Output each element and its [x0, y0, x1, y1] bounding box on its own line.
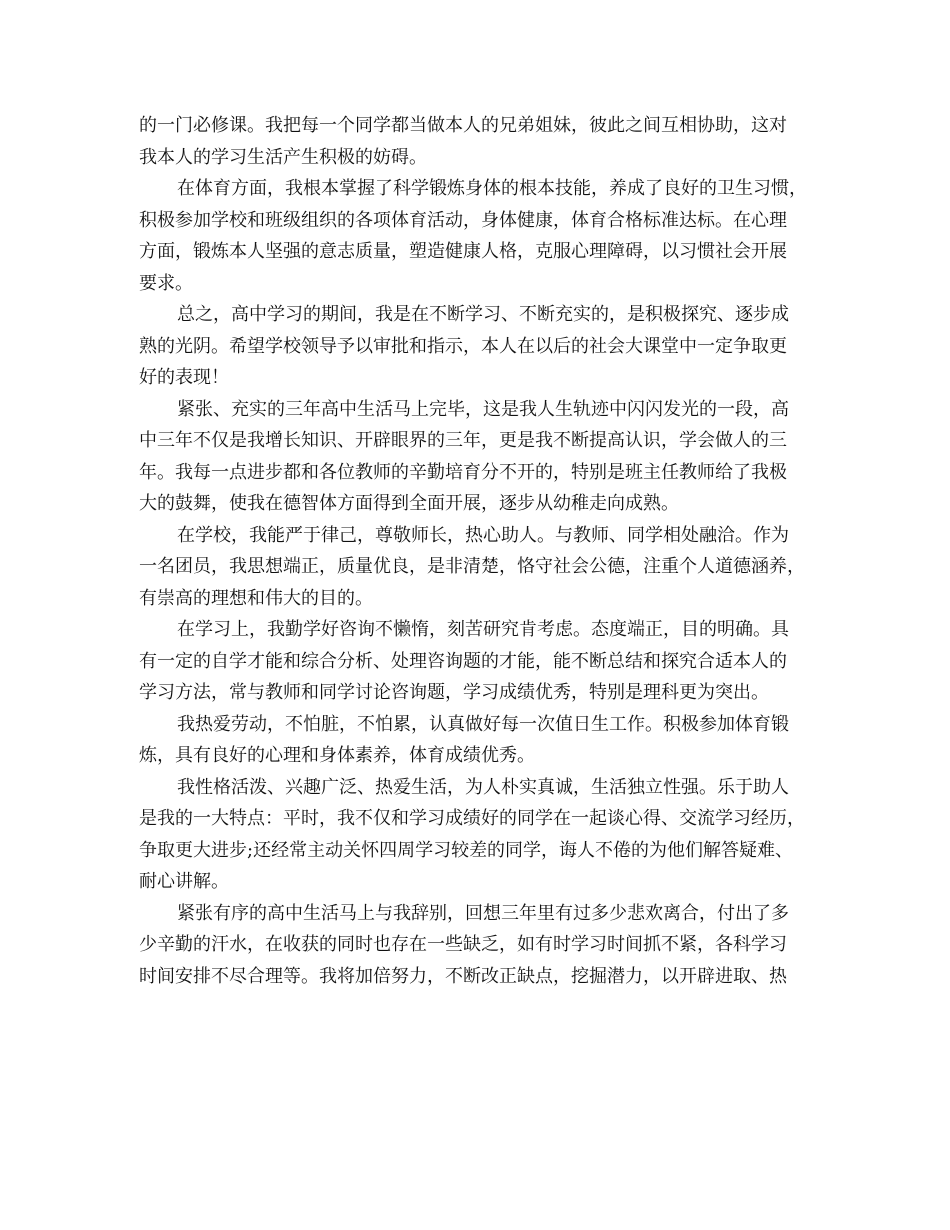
- text-line: 方面，锻炼本人坚强的意志质量，塑造健康人格，克服心理障碍，以习惯社会开展: [139, 241, 787, 262]
- text-line: 我性格活泼、兴趣广泛、热爱生活，为人朴实真诚，生活独立性强。乐于助人: [177, 776, 789, 798]
- text-line: 在学习上，我勤学好咨询不懒惰，刻苦研究肯考虑。态度端正，目的明确。具: [177, 619, 789, 640]
- paragraph-7: [139, 709, 815, 772]
- text-line: 要求。: [139, 272, 193, 294]
- text-line: 中三年不仅是我增长知识、开辟眼界的三年，更是我不断提高认识，学会做人的三: [139, 430, 787, 451]
- text-line: 紧张、充实的三年高中生活马上完毕，这是我人生轨迹中闪闪发光的一段，高: [177, 398, 789, 420]
- text-line: 有崇高的理想和伟大的目的。: [139, 587, 373, 609]
- text-line: 积极参加学校和班级组织的各项体育活动，身体健康，体育合格标准达标。在心理: [139, 209, 787, 231]
- text-line: 学习方法，常与教师和同学讨论咨询题，学习成绩优秀，特别是理科更为突出。: [139, 682, 769, 703]
- text-line: 是我的一大特点：平时，我不仅和学习成绩好的同学在一起谈心得、交流学习经历，: [139, 808, 805, 829]
- document-body: [139, 110, 815, 992]
- text-line: 争取更大进步;还经常主动关怀四周学习较差的同学，诲人不倦的为他们解答疑难、: [139, 839, 794, 861]
- text-line: 我本人的学习生活产生积极的妨碍。: [139, 146, 427, 168]
- paragraph-6: [139, 614, 815, 709]
- text-line: 在体育方面，我根本掌握了科学锻炼身体的根本技能，养成了良好的卫生习惯，: [177, 178, 807, 199]
- text-line: 炼，具有良好的心理和身体素养，体育成绩优秀。: [139, 745, 535, 766]
- text-line: 紧张有序的高中生活马上与我辞别，回想三年里有过多少悲欢离合，付出了多: [177, 902, 789, 924]
- text-line: 时间安排不尽合理等。我将加倍努力，不断改正缺点，挖掘潜力，以开辟进取、热: [139, 965, 787, 987]
- paragraph-5: [139, 520, 815, 615]
- text-line: 熟的光阴。希望学校领导予以审批和指示，本人在以后的社会大课堂中一定争取更: [139, 335, 787, 357]
- text-line: 总之，高中学习的期间，我是在不断学习、不断充实的，是积极探究、逐步成: [177, 304, 789, 325]
- text-line: 在学校，我能严于律己，尊敬师长，热心助人。与教师、同学相处融洽。作为: [177, 524, 789, 546]
- paragraph-4: [139, 394, 815, 520]
- paragraph-3: [139, 299, 815, 394]
- paragraph-9: [139, 898, 815, 993]
- text-line: 好的表现！: [139, 367, 229, 388]
- paragraph-2: [139, 173, 815, 299]
- text-line: 年。我每一点进步都和各位教师的辛勤培育分不开的，特别是班主任教师给了我极: [139, 461, 787, 483]
- text-line: 我热爱劳动，不怕脏，不怕累，认真做好每一次值日生工作。积极参加体育锻: [177, 713, 789, 735]
- text-line: 少辛勤的汗水，在收获的同时也存在一些缺乏，如有时学习时间抓不紧，各科学习: [139, 934, 787, 955]
- text-line: 耐心讲解。: [139, 871, 229, 892]
- text-line: 大的鼓舞，使我在德智体方面得到全面开展，逐步从幼稚走向成熟。: [139, 493, 679, 514]
- text-line: 有一定的自学才能和综合分析、处理咨询题的才能，能不断总结和探究合适本人的: [139, 650, 787, 672]
- text-line: 一名团员，我思想端正，质量优良，是非清楚，恪守社会公德，注重个人道德涵养，: [139, 556, 805, 577]
- paragraph-8: [139, 772, 815, 898]
- paragraph-1: [139, 110, 815, 173]
- text-line: 的一门必修课。我把每一个同学都当做本人的兄弟姐妹，彼此之间互相协助，这对: [139, 115, 787, 136]
